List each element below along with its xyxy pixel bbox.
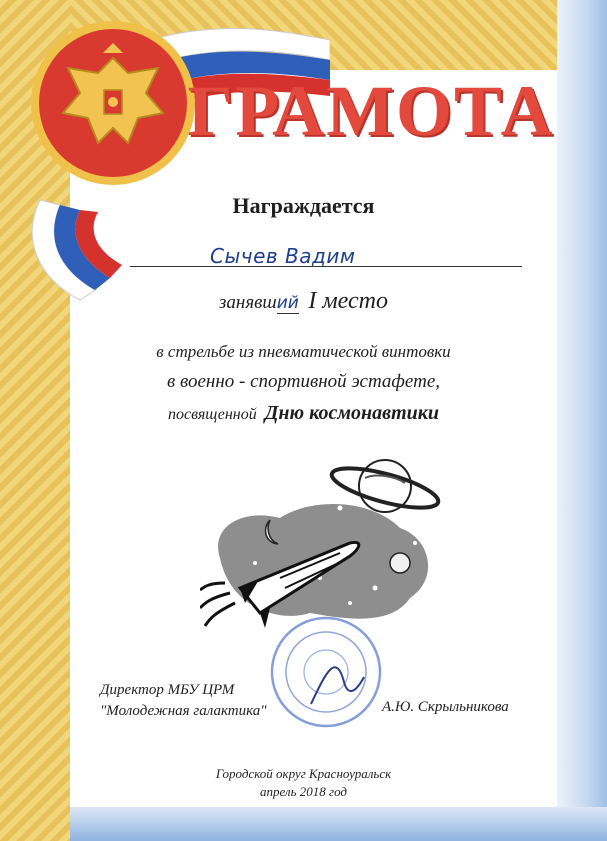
place-prefix: занявш xyxy=(218,292,277,313)
relay-line: в военно - спортивной эстафете, xyxy=(166,371,441,392)
footer-location: Городской округ Красноуральск xyxy=(215,766,392,781)
dedication-event: Дню космонавтики xyxy=(264,402,440,424)
dedication-prefix: посвященной xyxy=(167,406,257,423)
director-block xyxy=(100,680,267,722)
footer xyxy=(0,765,607,801)
round-stamp-icon xyxy=(266,612,386,732)
space-illustration xyxy=(200,448,450,638)
recipient-name: Сычев Вадим xyxy=(210,244,356,268)
footer-date: апрель 2018 год xyxy=(259,784,347,799)
certificate-title: ГРАМОТА xyxy=(187,71,555,151)
name-underline xyxy=(130,266,522,267)
event-line: в стрельбе из пневматической винтовки xyxy=(156,342,451,361)
director-title: Директор МБУ ЦРМ xyxy=(100,682,235,698)
place-line xyxy=(0,288,607,315)
organization-name: "Молодежная галактика" xyxy=(100,703,267,719)
place-value: I место xyxy=(308,288,388,314)
place-suffix-handwritten: ий xyxy=(276,293,299,313)
moon-icon xyxy=(390,553,410,573)
dedication-line xyxy=(0,402,607,425)
blue-frame-bottom xyxy=(70,807,607,841)
director-name: А.Ю. Скрыльникова xyxy=(382,699,509,715)
awarded-heading: Награждается xyxy=(232,193,375,218)
